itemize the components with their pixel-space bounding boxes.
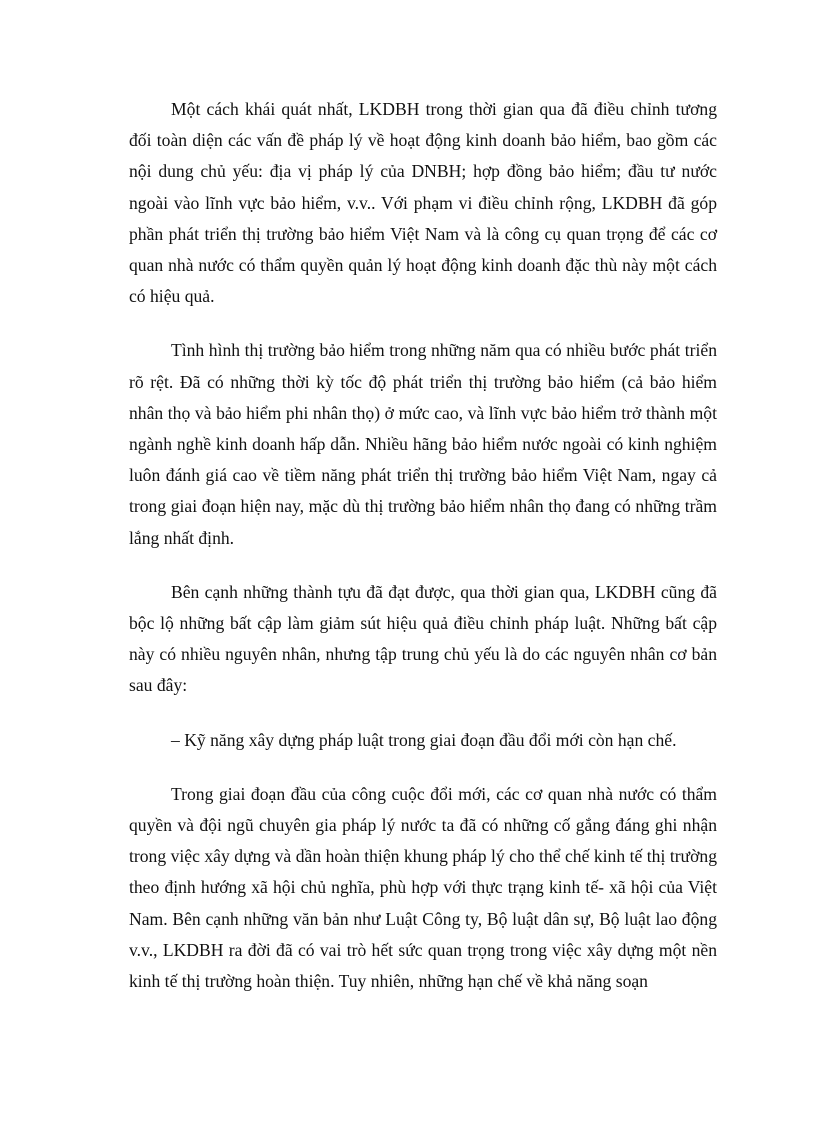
bullet-item-legislative-skills: – Kỹ năng xây dựng pháp luật trong giai đoạn đầu đổi mới còn hạn chế. xyxy=(171,729,677,750)
document-body xyxy=(129,94,717,1020)
paragraph-shortcomings: Bên cạnh những thành tựu đã đạt được, qua thời gian qua, LKDBH cũng đã bộc lộ những bất cập làm giảm sút hiệu quả điều chỉnh pháp luật. Những bất cập này có nhiều nguyên nhân, nhưng tập trung chủ yếu là do các nguyên nhân cơ bản sau đây: xyxy=(129,581,717,696)
paragraph-market-situation: Tình hình thị trường bảo hiểm trong những năm qua có nhiều bước phát triển rõ rệt. Đã có những thời kỳ tốc độ phát triển thị trường bảo hiểm (cả bảo hiểm nhân thọ và bảo hiểm phi nhân thọ) ở mức cao, và lĩnh vực bảo hiểm trở thành một ngành nghề kinh doanh hấp dẫn. Nhiều hãng bảo hiểm nước ngoài có kinh nghiệm luôn đánh giá cao về tiềm năng phát triển thị trường bảo hiểm Việt Nam, ngay cả trong giai đoạn hiện nay, mặc dù thị trường bảo hiểm nhân thọ đang có những trầm lắng nhất định. xyxy=(129,340,717,548)
paragraph-overview: Một cách khái quát nhất, LKDBH trong thời gian qua đã điều chỉnh tương đối toàn diện các vấn đề pháp lý về hoạt động kinh doanh bảo hiểm, bao gồm các nội dung chủ yếu: địa vị pháp lý của DNBH; hợp đồng bảo hiểm; đầu tư nước ngoài vào lĩnh vực bảo hiểm, v.v.. Với phạm vi điều chỉnh rộng, LKDBH đã góp phần phát triển thị trường bảo hiểm Việt Nam và là công cụ quan trọng để các cơ quan nhà nước có thẩm quyền quản lý hoạt động kinh doanh đặc thù này một cách có hiệu quả. xyxy=(129,99,717,307)
paragraph-early-reform: Trong giai đoạn đầu của công cuộc đổi mới, các cơ quan nhà nước có thẩm quyền và đội ngũ chuyên gia pháp lý nước ta đã có những cố gắng đáng ghi nhận trong việc xây dựng và dần hoàn thiện khung pháp lý cho thể chế kinh tế thị trường theo định hướng xã hội chủ nghĩa, phù hợp với thực trạng kinh tế- xã hội của Việt Nam. Bên cạnh những văn bản như Luật Công ty, Bộ luật dân sự, Bộ luật lao động v.v., LKDBH ra đời đã có vai trò hết sức quan trọng trong việc xây dựng một nền kinh tế thị trường hoàn thiện. Tuy nhiên, những hạn chế về khả năng soạn xyxy=(129,783,717,992)
